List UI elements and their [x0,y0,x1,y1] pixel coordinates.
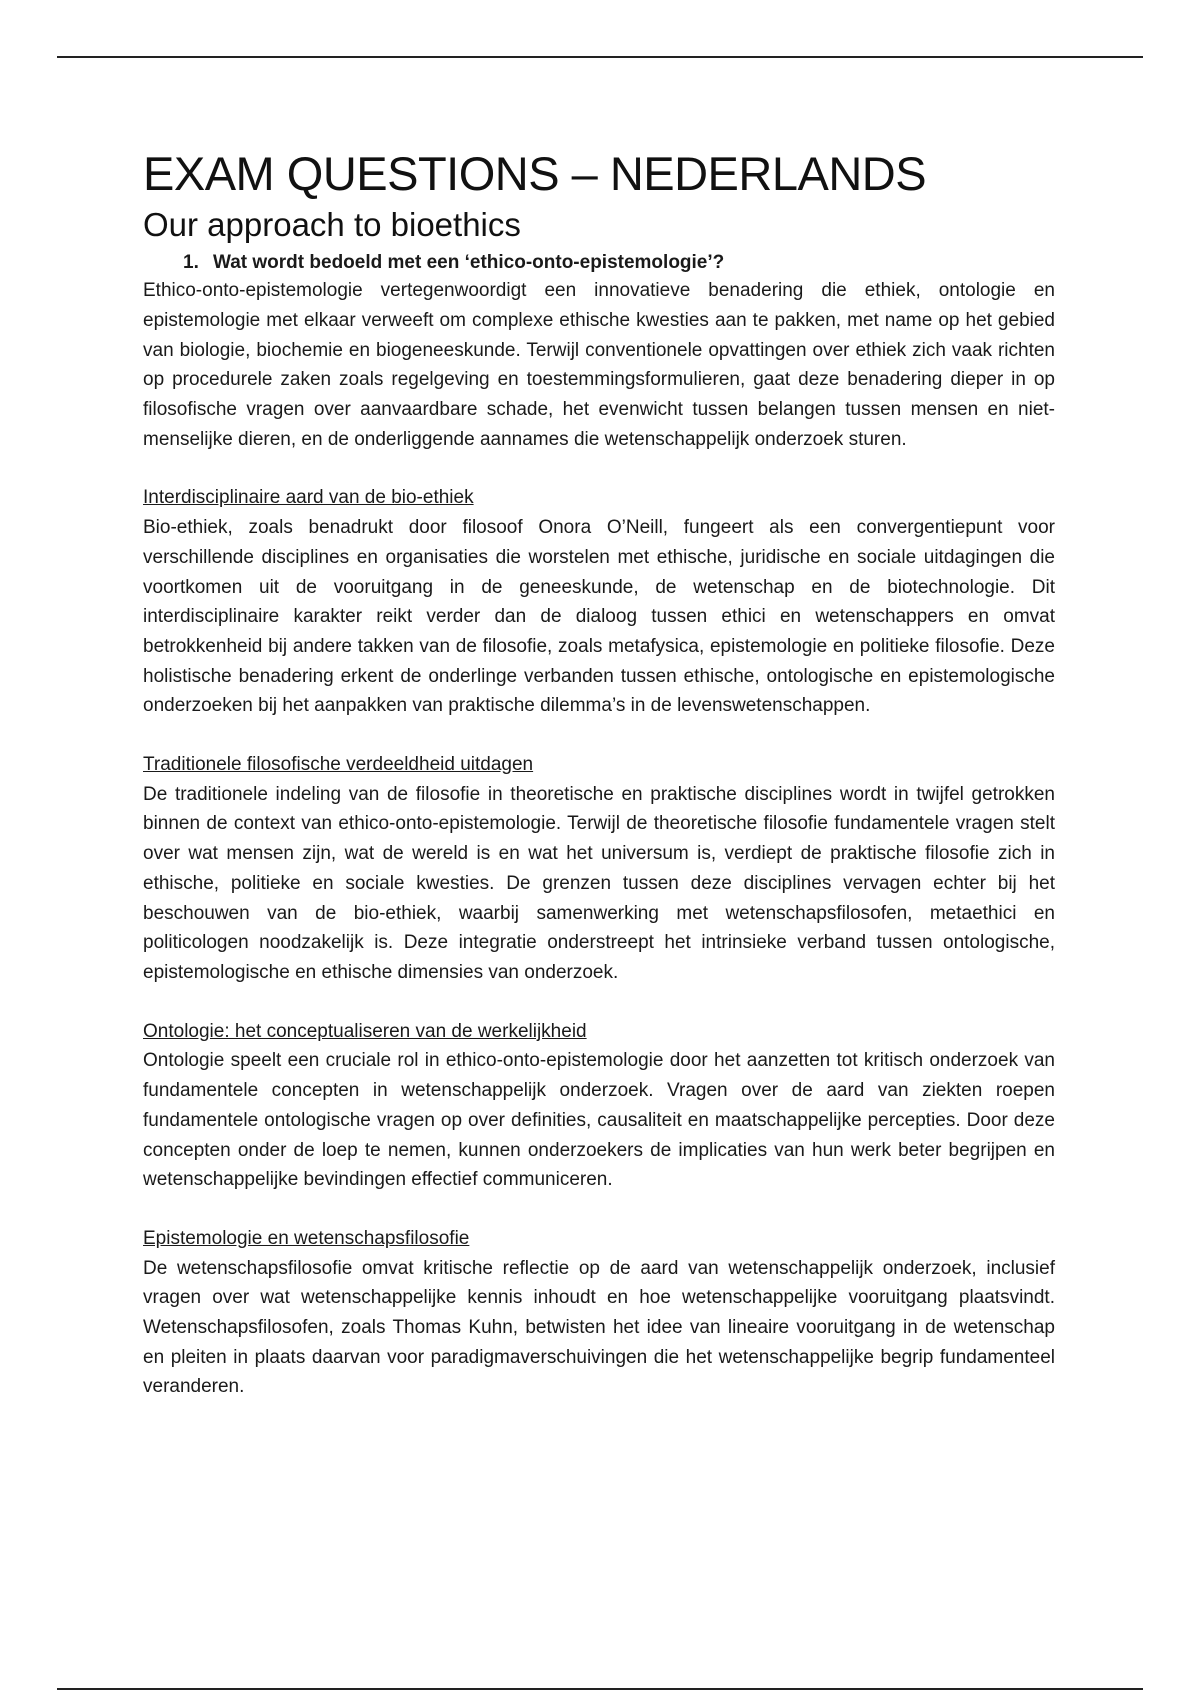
section-heading: Epistemologie en wetenschapsfilosofie [143,1227,470,1249]
question-number: 1. [183,252,199,274]
footer-rule [57,1688,1143,1690]
section-paragraph: Ontologie speelt een cruciale rol in ethico-onto-epistemologie door het aanzetten tot kritisch onderzoek van fundamentele concepten in wetenschappelijk onderzoek. Vragen over de aard van ziekten roepen fundamentele ontologische vragen op over definities, causaliteit en maatschappelijke percepties. Door deze concepten onder de loep te nemen, kunnen onderzoekers de implicaties van hun werk beter begrijpen en wetenschappelijke bevindingen effectief communiceren. [143,1050,1055,1191]
intro-paragraph: Ethico-onto-epistemologie vertegenwoordigt een innovatieve benadering die ethiek, ontologie en epistemologie met elkaar verweeft om complexe ethische kwesties aan te pakken, met name op het gebied van biologie, biochemie en biogeneeskunde. Terwijl conventionele opvattingen over ethiek zich vaak richten op procedurele zaken zoals regelgeving en toestemmingsformulieren, gaat deze benadering dieper in op filosofische vragen over aanvaardbare schade, het evenwicht tussen belangen tussen mensen en niet-menselijke dieren, en de onderliggende aannames die wetenschappelijk onderzoek sturen. [143,280,1055,450]
document-title: EXAM QUESTIONS – NEDERLANDS [143,147,927,200]
section-ontology [143,1017,1055,1195]
section-heading: Interdisciplinaire aard van de bio-ethiek [143,487,474,509]
header-rule [57,56,1143,58]
question-text: Wat wordt bedoeld met een ‘ethico-onto-epistemologie’? [213,252,725,274]
document-subtitle: Our approach to bioethics [143,205,521,243]
section-interdisciplinary [143,483,1055,721]
section-epistemology [143,1224,1055,1402]
section-paragraph: De traditionele indeling van de filosofie in theoretische en praktische disciplines wordt in twijfel getrokken binnen de context van ethico-onto-epistemologie. Terwijl de theoretische filosofie fundamentele vragen stelt over wat mensen zijn, wat de wereld is en wat het universum is, verdiept de praktische filosofie zich in ethische, politieke en sociale kwesties. De grenzen tussen deze disciplines vervagen echter bij het beschouwen van de bio-ethiek, waarbij samenwerking met wetenschapsfilosofen, metaethici en politicologen noodzakelijk is. Deze integratie onderstreept het intrinsieke verband tussen ontologische, epistemologische en ethische dimensies van onderzoek. [143,783,1055,983]
section-paragraph: De wetenschapsfilosofie omvat kritische reflectie op de aard van wetenschappelijk onderzoek, inclusief vragen over wat wetenschappelijke kennis inhoudt en hoe wetenschappelijke vooruitgang plaatsvindt. Wetenschapsfilosofen, zoals Thomas Kuhn, betwisten het idee van lineaire vooruitgang in de wetenschap en pleiten in plaats daarvan voor paradigmaverschuivingen die het wetenschappelijke begrip fundamenteel veranderen. [143,1257,1055,1398]
question-heading [143,250,1055,276]
section-paragraph: Bio-ethiek, zoals benadrukt door filosoof Onora O’Neill, fungeert als een convergentiepunt voor verschillende disciplines en organisaties die worstelen met ethische, juridische en sociale uitdagingen die voortkomen uit de vooruitgang in de geneeskunde, de wetenschap en de biotechnologie. Dit interdisciplinaire karakter reikt verder dan de dialoog tussen ethici en wetenschappers en omvat betrokkenheid bij andere takken van de filosofie, zoals metafysica, epistemologie en politieke filosofie. Deze holistische benadering erkent de onderlinge verbanden tussen ethische, ontologische en epistemologische onderzoeken bij het aanpakken van praktische dilemma’s in de levenswetenschappen. [143,517,1055,717]
section-heading: Ontologie: het conceptualiseren van de werkelijkheid [143,1020,587,1042]
section-traditional-division [143,750,1055,988]
document-body [143,148,1055,1402]
section-heading: Traditionele filosofische verdeeldheid uitdagen [143,754,534,776]
